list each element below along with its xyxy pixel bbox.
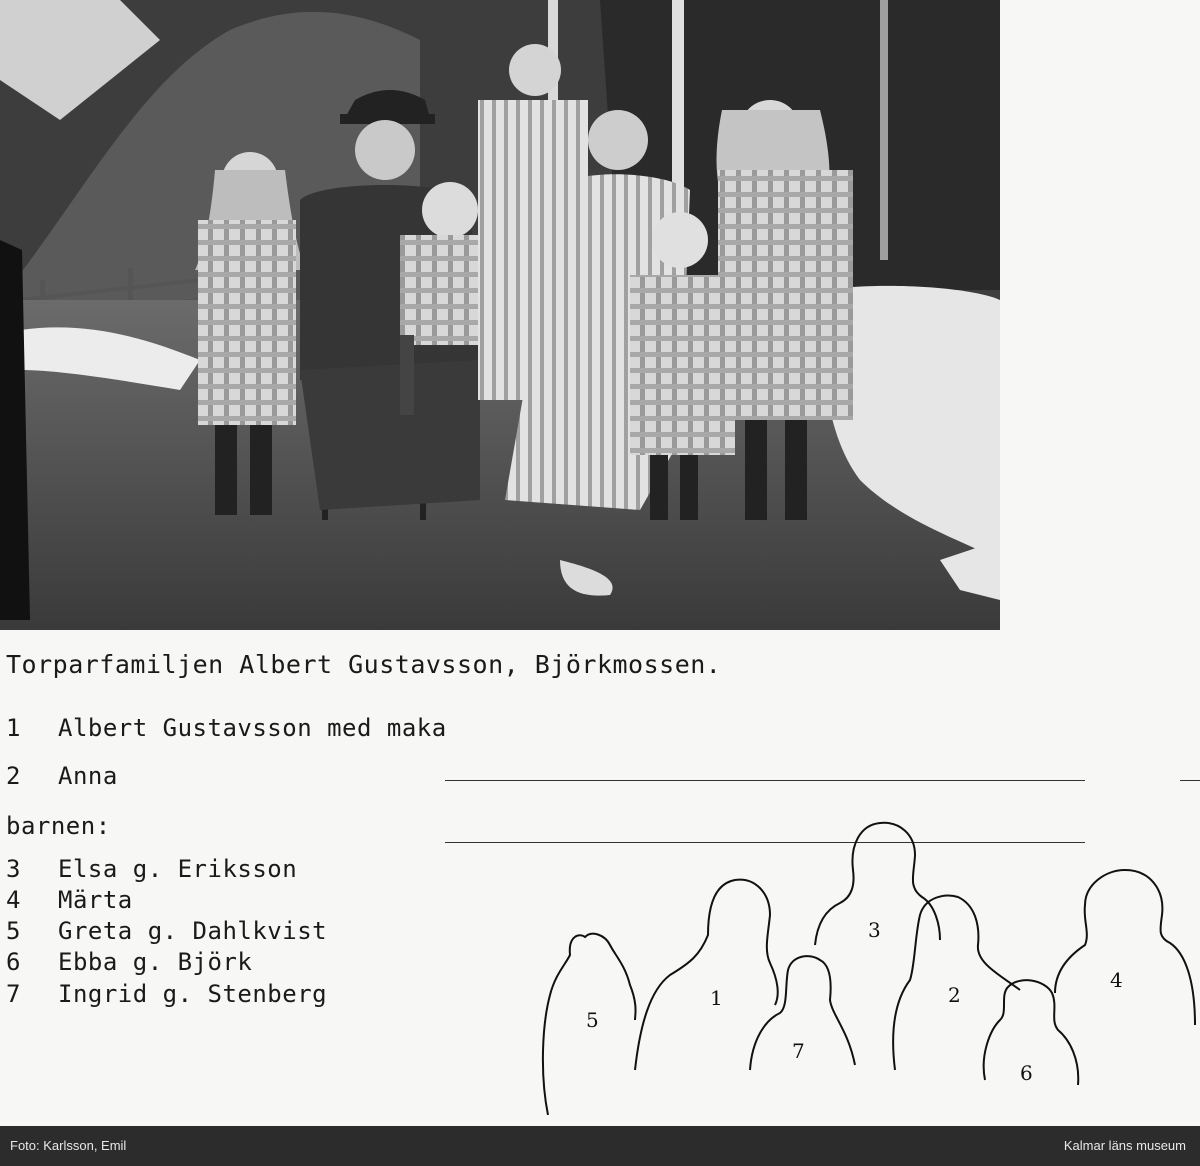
entry-text: Greta g. Dahlkvist (58, 917, 328, 945)
entry-text: Anna (58, 762, 118, 790)
key-label-4: 4 (1110, 968, 1123, 992)
photograph-image (0, 0, 1000, 630)
silhouette-key-svg (530, 815, 1200, 1115)
entry-text: Ingrid g. Stenberg (58, 980, 328, 1008)
entry-number: 1 (6, 714, 21, 742)
child-entry (6, 948, 252, 976)
key-label-5: 5 (586, 1008, 599, 1032)
child-entry (6, 855, 297, 883)
child-entry (6, 917, 327, 945)
entry-2 (6, 762, 118, 790)
key-label-3: 3 (868, 918, 881, 942)
entry-text: Märta (58, 886, 133, 914)
entry-number: 5 (6, 917, 21, 945)
credit-footer (0, 1126, 1200, 1166)
key-label-1: 1 (710, 986, 723, 1010)
entry-text: Elsa g. Eriksson (58, 855, 298, 883)
entry-text: Albert Gustavsson med maka (58, 714, 447, 742)
entry-number: 7 (6, 980, 21, 1008)
key-label-2: 2 (948, 983, 961, 1007)
museum-credit: Kalmar läns museum (1063, 1138, 1186, 1153)
silhouette-4 (1055, 870, 1195, 1025)
entry-number: 2 (6, 762, 21, 790)
entry-number: 4 (6, 886, 21, 914)
child-entry (6, 980, 327, 1008)
blank-rule (445, 780, 1085, 781)
key-label-6: 6 (1020, 1061, 1033, 1085)
child-entry (6, 886, 133, 914)
entry-number: 3 (6, 855, 21, 883)
blank-rule-tick (1180, 780, 1200, 781)
photo-caption: Torparfamiljen Albert Gustavsson, Björkmossen. (6, 650, 722, 679)
silhouette-key-diagram (530, 815, 1200, 1115)
family-photograph (0, 0, 1000, 630)
photographer-credit: Foto: Karlsson, Emil (10, 1138, 127, 1153)
entry-text: Ebba g. Björk (58, 948, 253, 976)
entry-number: 6 (6, 948, 21, 976)
children-heading: barnen: (6, 812, 111, 840)
entry-1 (6, 714, 447, 742)
key-label-7: 7 (792, 1039, 805, 1063)
